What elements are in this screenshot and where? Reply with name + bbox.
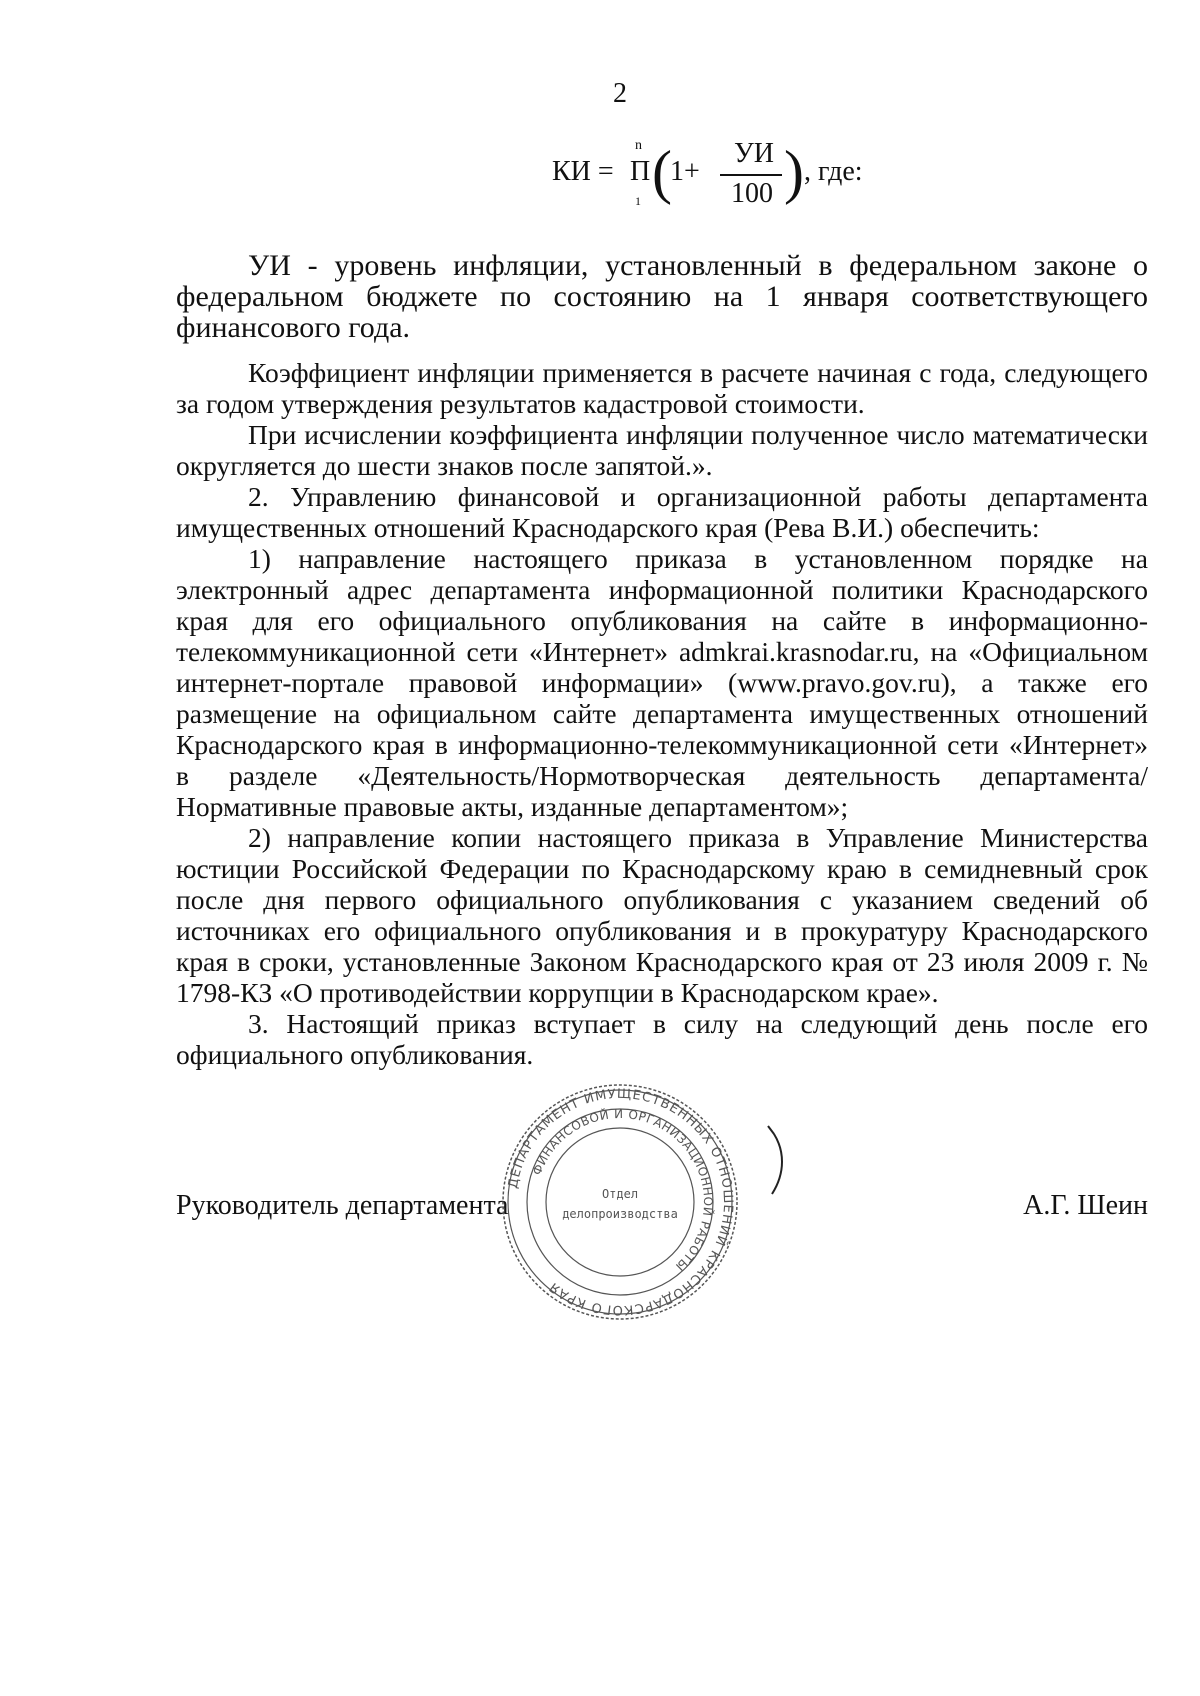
formula-lhs: КИ = — [552, 156, 614, 187]
formula-right-paren: ) — [784, 139, 804, 205]
formula-left-paren: ( — [652, 139, 672, 205]
handwritten-mark — [760, 1120, 800, 1200]
formula-denominator: 100 — [731, 178, 773, 209]
formula-product-symbol: П — [630, 156, 651, 187]
formula-fraction-bar — [720, 174, 782, 176]
paragraph-rounding: При исчислении коэффициента инфляции полученное число математически округляется до шести знаков после запятой.». — [176, 419, 1148, 481]
formula-tail: , где: — [804, 156, 863, 187]
paragraph-item-3: 3. Настоящий приказ вступает в силу на следующий день после его официального опубликования. — [176, 1008, 1148, 1070]
signatory-name: А.Г. Шеин — [1023, 1190, 1148, 1221]
paragraph-subitem-2: 2) направление копии настоящего приказа в Управление Министерства юстиции Российской Федерации по Краснодарскому краю в семидневный срок после дня первого официального опубликования с указанием сведений об источниках его официального опубликования и в прокуратуру Краснодарского края в сроки, установленные Законом Краснодарского края от 23 июля 2009 г. № 1798-КЗ «О противодействии коррупции в Краснодарском крае». — [176, 822, 1148, 1008]
stamp-outer-text: ДЕПАРТАМЕНТ ИМУЩЕСТВЕННЫХ ОТНОШЕНИЙ КРАСНОДАРСКОГО КРАЯ — [505, 1086, 736, 1318]
document-body — [176, 250, 1148, 1070]
paragraph-inflation-definition: УИ - уровень инфляции, установленный в федеральном законе о федеральном бюджете по состоянию на 1 января соответствующего финансового года. — [176, 249, 1148, 344]
svg-text:ДЕПАРТАМЕНТ ИМУЩЕСТВЕННЫХ ОТНО — [506, 1087, 735, 1317]
page-number: 2 — [613, 78, 627, 109]
stamp-inner-text: ФИНАНСОВОЙ И ОРГАНИЗАЦИОННОЙ РАБОТЫ — [529, 1106, 716, 1274]
paragraph-subitem-1: 1) направление настоящего приказа в установленном порядке на электронный адрес департамента информационной политики Краснодарского края для его официального опубликования на сайте в информационно-телекоммуникационной сети «Интернет» admkrai.krasnodar.ru, на «Официальном интернет-портале правовой информации» (www.pravo.gov.ru), а также его размещение на официальном сайте департамента имущественных отношений Краснодарского края в информационно-телекоммуникационной сети «Интернет» в разделе «Деятельность/Нормотворческая деятельность департамента/Нормативные правовые акты, изданные департаментом»; — [176, 543, 1148, 822]
paragraph-coefficient-application: Коэффициент инфляции применяется в расчете начиная с года, следующего за годом утверждения результатов кадастровой стоимости. — [176, 357, 1148, 419]
official-stamp — [500, 1082, 740, 1322]
formula-numerator: УИ — [733, 138, 775, 169]
paragraph-item-2: 2. Управлению финансовой и организационной работы департамента имущественных отношений Краснодарского края (Рева В.И.) обеспечить: — [176, 481, 1148, 543]
inflation-coefficient-formula — [552, 138, 863, 218]
signatory-title: Руководитель департамента — [176, 1190, 509, 1221]
formula-one-plus: 1+ — [670, 156, 700, 187]
formula-product-upper: n — [635, 138, 642, 153]
stamp-center-line2: делопроизводства — [562, 1207, 678, 1221]
stamp-center-line1: Отдел — [601, 1187, 639, 1201]
formula-product-lower: 1 — [635, 194, 641, 208]
